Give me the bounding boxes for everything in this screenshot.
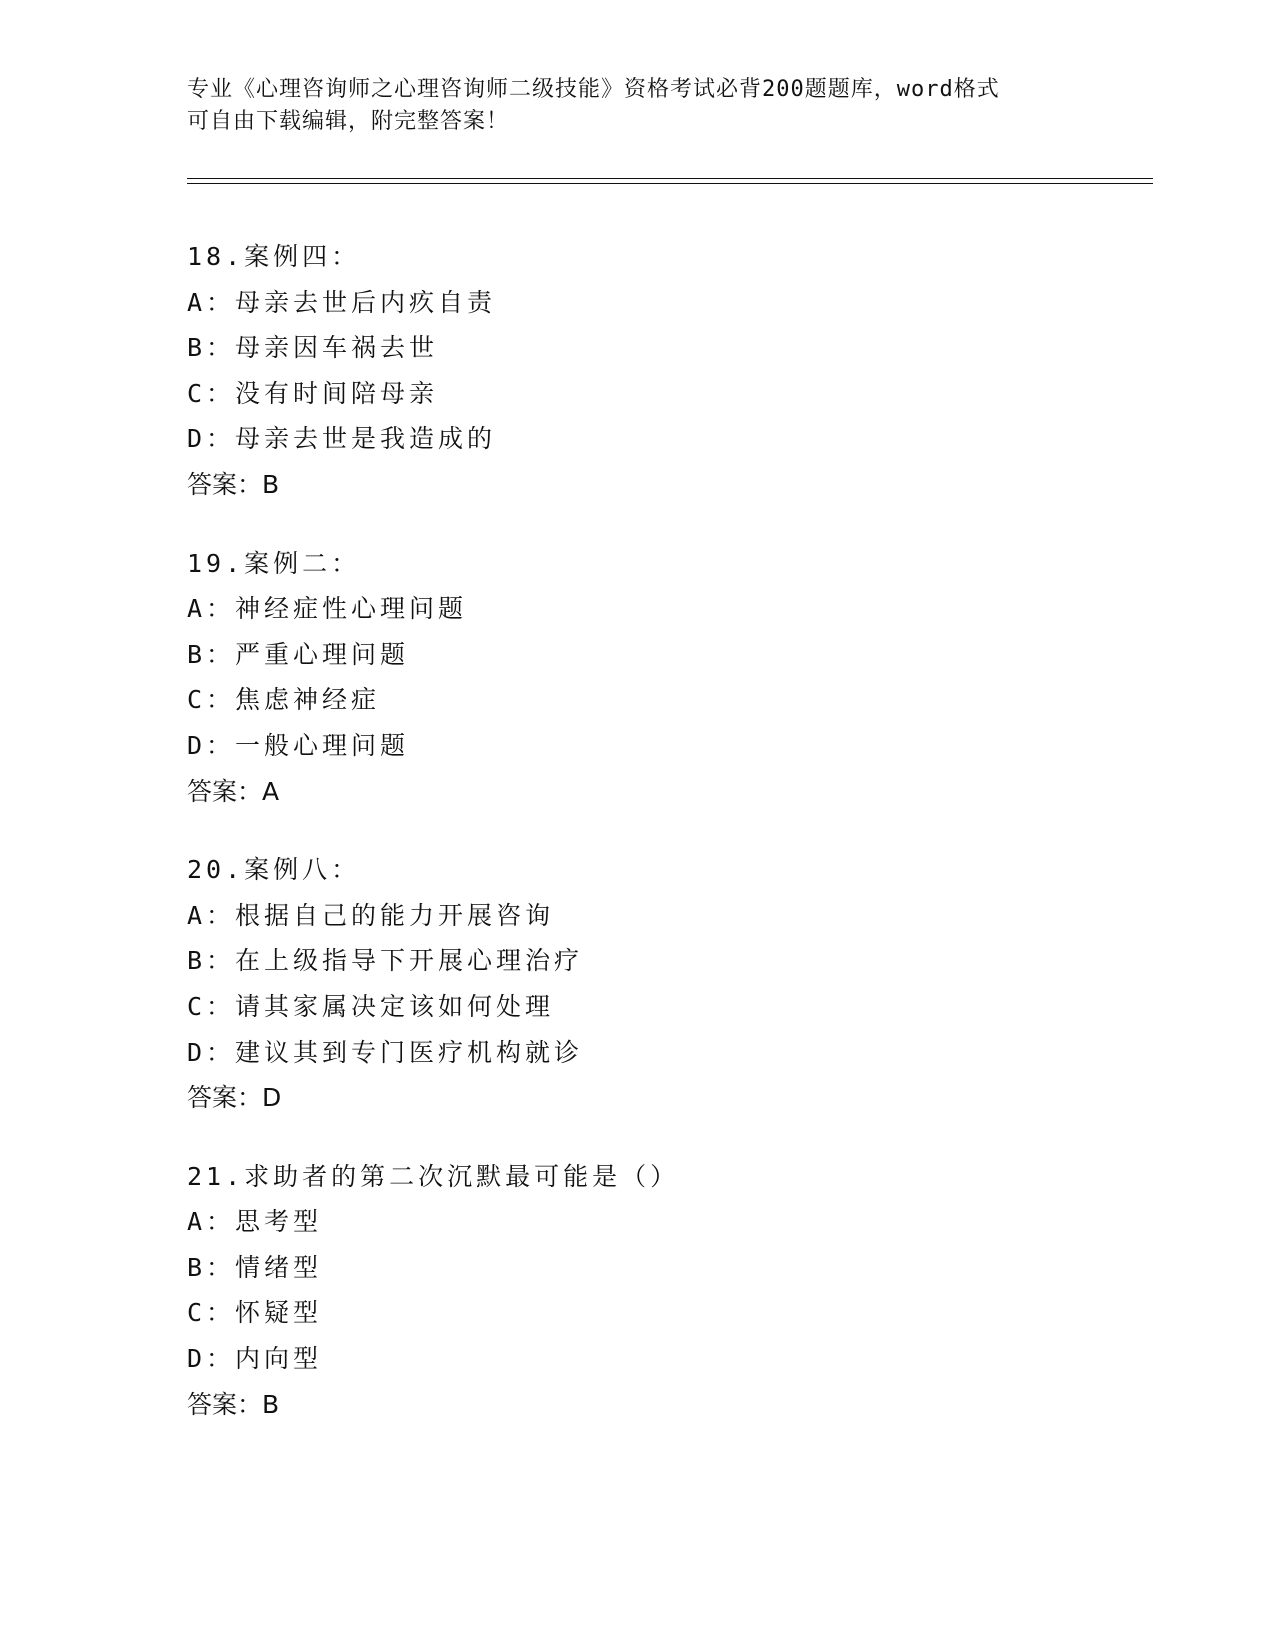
option-c: C：怀疑型 [187,1298,323,1328]
question-21 [187,1154,1147,1428]
header-line-1: 专业《心理咨询师之心理咨询师二级技能》资格考试必背200题题库，word格式 [187,77,1000,102]
answer: 答案：B [187,469,280,499]
option-b: B：在上级指导下开展心理治疗 [187,946,584,976]
option-c: C：请其家属决定该如何处理 [187,991,555,1021]
option-d: D：建议其到专门医疗机构就诊 [187,1037,584,1067]
question-title: 19.案例二： [187,548,361,578]
option-d: D：内向型 [187,1344,323,1374]
answer: 答案：D [187,1083,282,1113]
question-title: 20.案例八： [187,855,361,885]
question-19 [187,541,1147,815]
answer: 答案：B [187,1389,280,1419]
option-b: B：情绪型 [187,1252,323,1282]
option-b: B：母亲因车祸去世 [187,333,439,363]
option-d: D：一般心理问题 [187,730,410,760]
option-c: C：没有时间陪母亲 [187,378,439,408]
question-20 [187,847,1147,1121]
answer: 答案：A [187,776,280,806]
header-line-2: 可自由下载编辑，附完整答案！ [187,109,510,134]
option-a: A：思考型 [187,1207,323,1237]
option-a: A：神经症性心理问题 [187,594,468,624]
document-header [187,74,1087,138]
option-c: C：焦虑神经症 [187,685,381,715]
header-divider-top [187,178,1153,179]
question-title: 18.案例四： [187,242,361,271]
option-a: A：根据自己的能力开展咨询 [187,900,555,930]
option-a: A：母亲去世后内疚自责 [187,287,497,317]
question-title: 21.求助者的第二次沉默最可能是（） [187,1161,680,1191]
option-d: D：母亲去世是我造成的 [187,424,497,454]
header-divider-bottom [187,183,1153,184]
question-list [187,234,1147,1460]
question-18 [187,234,1147,508]
option-b: B：严重心理问题 [187,639,410,669]
